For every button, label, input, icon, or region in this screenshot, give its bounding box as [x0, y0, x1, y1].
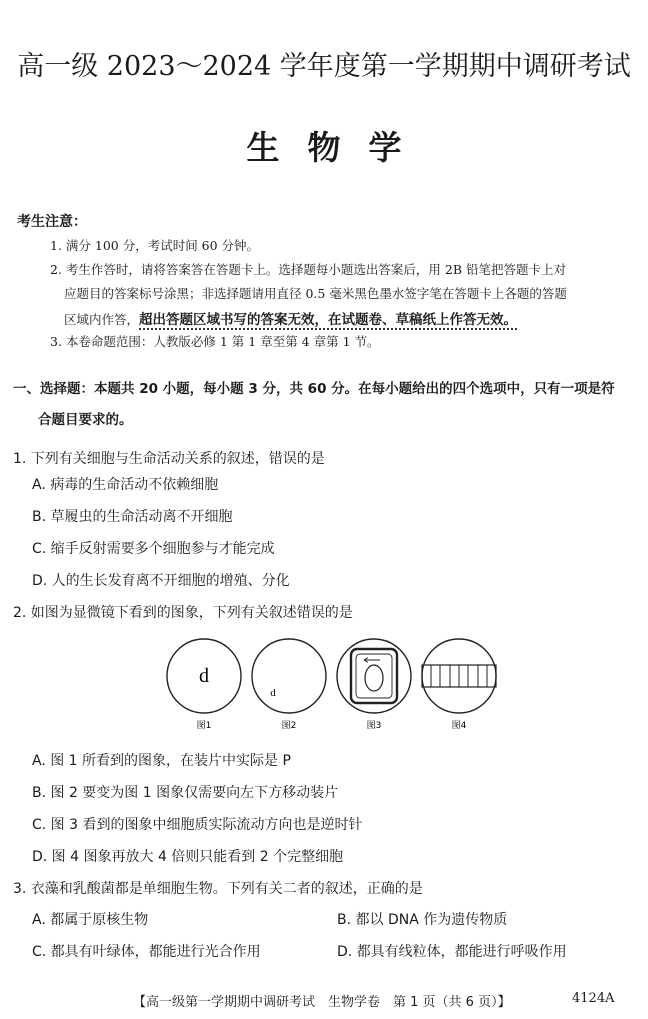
question-2-stem: 2. 如图为显微镜下看到的图象，下列有关叙述错误的是 — [13, 605, 353, 621]
notice-item-2-emphasis: 超出答题区域书写的答案无效，在试题卷、草稿纸上作答无效。 — [139, 312, 518, 328]
notice-item-1: 1. 满分 100 分，考试时间 60 分钟。 — [50, 238, 260, 253]
figure-2-letter: d — [270, 687, 276, 699]
question-1-stem: 1. 下列有关细胞与生命活动关系的叙述，错误的是 — [13, 451, 325, 467]
question-2-option-a: A. 图 1 所看到的图象，在装片中实际是 P — [32, 753, 291, 769]
notice-item-2-normal: 区域内作答， — [64, 312, 140, 327]
figure-4 — [422, 639, 496, 713]
question-1-option-d: D. 人的生长发育离不开细胞的增殖、分化 — [32, 573, 290, 589]
figure-3 — [337, 639, 411, 713]
section-heading-line-2: 合题目要求的。 — [38, 412, 133, 428]
question-1-option-c: C. 缩手反射需要多个细胞参与才能完成 — [32, 541, 275, 557]
question-3-option-d: D. 都具有线粒体，都能进行呼吸作用 — [337, 944, 567, 960]
page-footer: 【高一级第一学期期中调研考试 生物学卷 第 1 页（共 6 页）】 — [133, 995, 511, 1010]
question-2-option-b: B. 图 2 要变为图 1 图象仅需要向左下方移动装片 — [32, 785, 339, 801]
question-1-option-b: B. 草履虫的生命活动离不开细胞 — [32, 509, 233, 525]
notice-item-3: 3. 本卷命题范围：人教版必修 1 第 1 章至第 4 章第 1 节。 — [50, 334, 380, 349]
figure-1-letter: d — [199, 665, 209, 687]
subject-title: 生物学 — [246, 128, 430, 167]
figure-3-caption: 图3 — [366, 721, 382, 731]
notice-item-2-line-2: 应题目的答案标号涂黑；非选择题请用直径 0.5 毫米黑色墨水签字笔在答题卡上各题的答题 — [64, 286, 567, 301]
notice-heading: 考生注意： — [17, 214, 87, 230]
question-2-option-d: D. 图 4 图象再放大 4 倍则只能看到 2 个完整细胞 — [32, 849, 344, 865]
notice-item-2-line-1: 2. 考生作答时，请将答案答在答题卡上。选择题每小题选出答案后，用 2B 铅笔把答题卡上对 — [50, 262, 566, 277]
question-3-stem: 3. 衣藻和乳酸菌都是单细胞生物。下列有关二者的叙述，正确的是 — [13, 881, 423, 897]
figure-1-caption: 图1 — [196, 721, 212, 731]
question-3-option-c: C. 都具有叶绿体，都能进行光合作用 — [32, 944, 261, 960]
exam-title: 高一级 2023～2024 学年度第一学期期中调研考试 — [17, 51, 631, 82]
figure-1 — [167, 639, 241, 713]
notice-item-2-line-3 — [64, 308, 517, 328]
question-3-option-b: B. 都以 DNA 作为遗传物质 — [337, 912, 508, 928]
question-3-option-a: A. 都属于原核生物 — [32, 912, 149, 928]
figure-2-caption: 图2 — [281, 721, 297, 731]
microscope-figure — [160, 630, 500, 734]
question-2-option-c: C. 图 3 看到的图象中细胞质实际流动方向也是逆时针 — [32, 817, 363, 833]
section-heading-line-1: 一、选择题：本题共 20 小题，每小题 3 分，共 60 分。在每小题给出的四个选项中，只有一项是符 — [13, 381, 615, 397]
figure-4-caption: 图4 — [451, 721, 467, 731]
figure-2 — [252, 639, 326, 713]
question-1-option-a: A. 病毒的生命活动不依赖细胞 — [32, 477, 219, 493]
paper-code: 4124A — [572, 991, 615, 1006]
